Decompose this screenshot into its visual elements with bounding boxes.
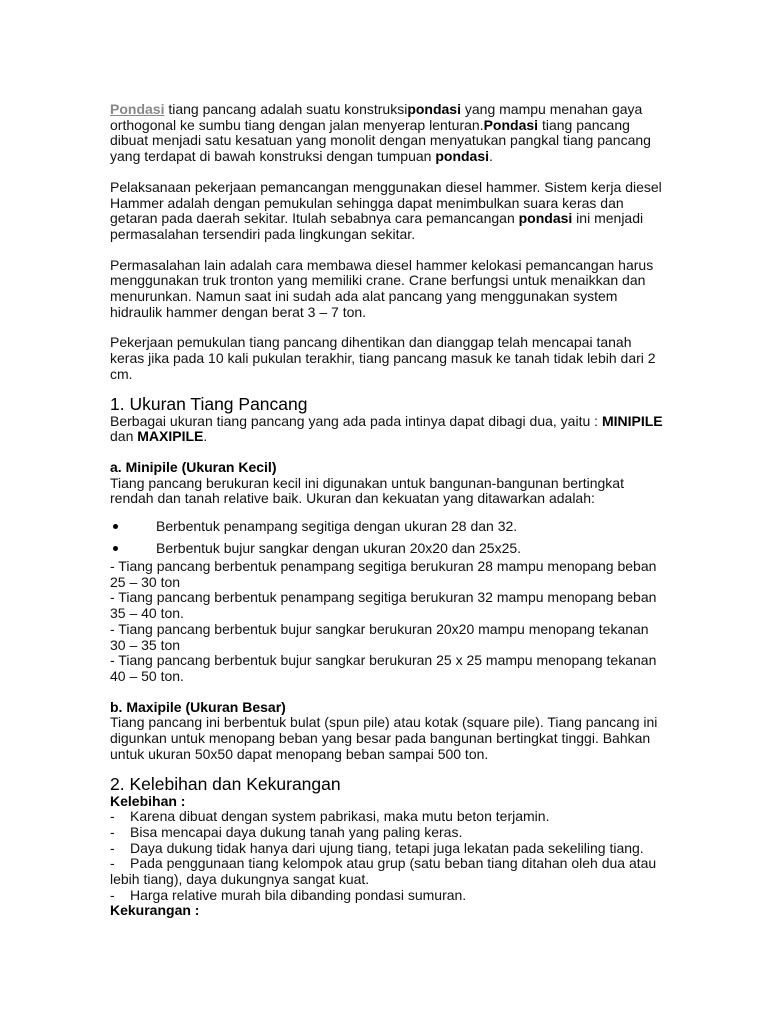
- list-item: Berbentuk penampang segitiga dengan ukuran 28 dan 32.: [110, 515, 666, 537]
- section2-heading: 2. Kelebihan dan Kekurangan: [110, 773, 341, 794]
- diesel-hammer-paragraph: Pelaksanaan pekerjaan pemancangan menggunakan diesel hammer. Sistem kerja diesel Hammer adalah dengan pemukulan sehingga dapat menimbulkan suara keras dan getaran pada daerah sekitar. Itulah sebabnya cara pemancangan pondasi ini menjadi permasalahan tersendiri pada lingkungan sekitar.: [110, 178, 662, 242]
- maxipile-subheading: b. Maxipile (Ukuran Besar): [110, 698, 286, 715]
- list-item: - Karena dibuat dengan system pabrikasi, maka mutu beton terjamin.: [110, 808, 550, 825]
- pile-stop-paragraph: Pekerjaan pemukulan tiang pancang dihentikan dan dianggap telah mencapai tanah keras jika pada 10 kali pukulan terakhir, tiang pancang masuk ke tanah tidak lebih dari 2 cm.: [110, 334, 656, 382]
- bullet-icon: [113, 524, 118, 529]
- list-item: - Daya dukung tidak hanya dari ujung tiang, tetapi juga lekatan pada sekeliling tiang.: [110, 839, 644, 856]
- section1-heading: 1. Ukuran Tiang Pancang: [110, 393, 308, 414]
- list-item: Berbentuk bujur sangkar dengan ukuran 20x20 dan 25x25.: [110, 537, 666, 559]
- capacity-line: - Tiang pancang berbentuk bujur sangkar berukuran 20x20 mampu menopang tekanan 30 – 35 ton: [110, 620, 649, 653]
- capacity-line: - Tiang pancang berbentuk bujur sangkar berukuran 25 x 25 mampu menopang tekanan 40 – 50 ton.: [110, 652, 657, 684]
- list-item: - Bisa mencapai daya dukung tanah yang paling keras.: [110, 823, 463, 840]
- capacity-line: - Tiang pancang berbentuk penampang segitiga berukuran 32 mampu menopang beban 35 – 40 ton.: [110, 589, 657, 622]
- kekurangan-label: Kekurangan :: [110, 902, 200, 919]
- pondasi-link[interactable]: Pondasi: [110, 101, 165, 117]
- crane-paragraph: Permasalahan lain adalah cara membawa diesel hammer kelokasi pemancangan harus menggunakan truk tronton yang memiliki crane. Crane berfungsi untuk menaikkan dan menurunkan. Namun saat ini sudah ada alat pancang yang menggunakan system hidraulik hammer dengan berat 3 – 7 ton.: [110, 256, 654, 320]
- list-item: - Pada penggunaan tiang kelompok atau grup (satu beban tiang ditahan oleh dua atau lebih tiang), daya dukungnya sangat kuat.: [110, 855, 657, 888]
- maxipile-text: Tiang pancang ini berbentuk bulat (spun pile) atau kotak (square pile). Tiang pancang ini digunkan untuk menopang beban yang besar pada bangunan bertingkat tinggi. Bahkan untuk ukuran 50x50 dapat menopang beban sampai 500 ton.: [110, 714, 658, 762]
- document-body: [110, 102, 666, 919]
- section1-intro: Berbagai ukuran tiang pancang yang ada pada intinya dapat dibagi dua, yaitu : MINIPILE dan MAXIPILE.: [110, 412, 663, 445]
- minipile-text: Tiang pancang berukuran kecil ini digunakan untuk bangunan-bangunan bertingkat rendah dan tanah relative baik. Ukuran dan kekuatan yang ditawarkan adalah:: [110, 474, 624, 507]
- intro-paragraph: Pondasi tiang pancang adalah suatu konstruksipondasi yang mampu menahan gaya orthogonal ke sumbu tiang dengan jalan menyerap lenturan.Pondasi tiang pancang dibuat menjadi satu kesatuan yang monolit dengan menyatukan pangkal tiang pancang yang terdapat di bawah konstruksi dengan tumpuan pondasi.: [110, 101, 651, 165]
- capacity-line: - Tiang pancang berbentuk penampang segitiga berukuran 28 mampu menopang beban 25 – 30 ton: [110, 558, 657, 590]
- kelebihan-list: [110, 809, 666, 903]
- list-item: - Harga relative murah bila dibanding pondasi sumuran.: [110, 886, 467, 903]
- bullet-icon: [113, 546, 118, 551]
- minipile-bullet-list: [110, 515, 666, 559]
- kelebihan-label: Kelebihan :: [110, 792, 186, 809]
- minipile-subheading: a. Minipile (Ukuran Kecil): [110, 458, 277, 475]
